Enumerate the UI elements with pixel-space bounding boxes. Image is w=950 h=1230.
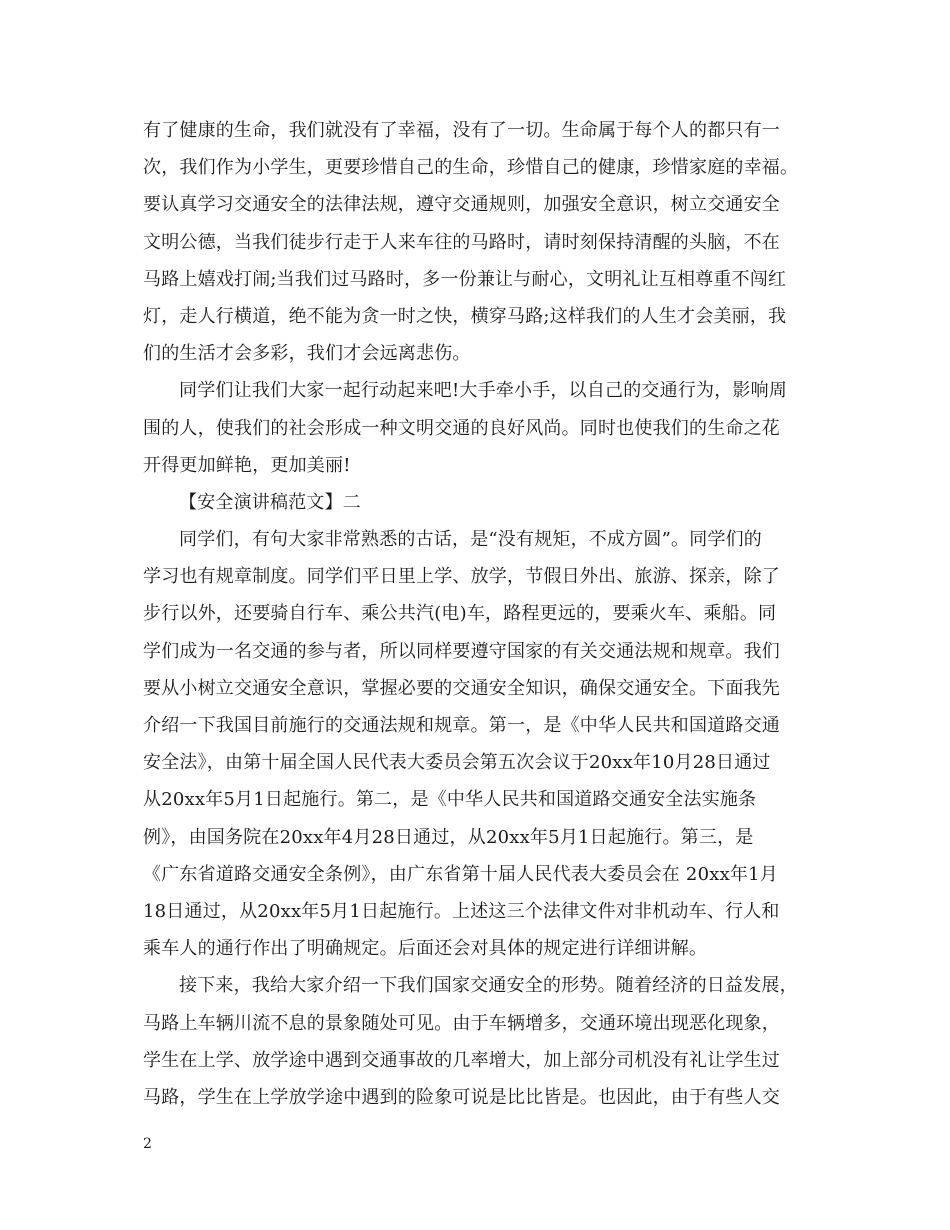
text-line: 开得更加鲜艳，更加美丽! — [143, 454, 351, 476]
page-number: 2 — [143, 1136, 152, 1152]
text-line: 要从小树立交通安全意识，掌握必要的交通安全知识，确保交通安全。下面我先 — [143, 677, 780, 699]
text-line: 18日通过，从20xx年5月1日起施行。上述这三个法律文件对非机动车、行人和 — [143, 900, 780, 922]
text-line: 乘车人的通行作出了明确规定。后面还会对具体的规定进行详细讲解。 — [143, 938, 708, 960]
text-line: 例》，由国务院在20xx年4月28日通过，从20xx年5月1日起施行。第三，是 — [143, 826, 754, 848]
text-line: 《广东省道路交通安全条例》，由广东省第十届人民代表大委员会在 20xx年1月 — [143, 863, 778, 885]
text-line: 们的生活才会多彩，我们才会远离悲伤。 — [143, 343, 471, 365]
text-line: 接下来，我给大家介绍一下我们国家交通安全的形势。随着经济的日益发展， — [179, 975, 798, 997]
text-line: 马路上车辆川流不息的景象随处可见。由于车辆增多，交通环境出现恶化现象， — [143, 1012, 780, 1034]
text-line: 学习也有规章制度。同学们平日里上学、放学，节假日外出、旅游、探亲，除了 — [143, 566, 780, 588]
text-line: 从20xx年5月1日起施行。第二，是《中华人民共和国道路交通安全法实施条 — [143, 789, 757, 811]
text-line: 次，我们作为小学生，更要珍惜自己的生命，珍惜自己的健康，珍惜家庭的幸福。 — [143, 157, 799, 179]
text-line: 同学们让我们大家一起行动起来吧!大手牵小手，以自己的交通行为，影响周 — [179, 380, 788, 402]
text-line: 介绍一下我国目前施行的交通法规和规章。第一，是《中华人民共和国道路交通 — [143, 715, 780, 736]
text-line: 【安全演讲稿范文】二 — [179, 491, 361, 513]
text-line: 要认真学习交通安全的法律法规，遵守交通规则，加强安全意识，树立交通安全 — [143, 194, 780, 216]
text-line: 安全法》，由第十届全国人民代表大委员会第五次会议于20xx年10月28日通过 — [143, 752, 771, 774]
text-line: 马路，学生在上学放学途中遇到的险象可说是比比皆是。也因此，由于有些人交 — [143, 1086, 780, 1108]
text-line: 围的人，使我们的社会形成一种文明交通的良好风尚。同时也使我们的生命之花 — [143, 417, 780, 439]
text-line: 灯，走人行横道，绝不能为贪一时之快，横穿马路;这样我们的人生才会美丽，我 — [143, 305, 787, 327]
text-line: 同学们，有句大家非常熟悉的古话，是“没有规矩，不成方圆”。同学们的 — [179, 529, 763, 551]
text-line: 步行以外，还要骑自行车、乘公共汽(电)车，路程更远的，要乘火车、乘船。同 — [143, 603, 777, 625]
text-line: 学生在上学、放学途中遇到交通事故的几率增大，加上部分司机没有礼让学生过 — [143, 1049, 780, 1071]
text-line: 学们成为一名交通的参与者，所以同样要遵守国家的有关交通法规和规章。我们 — [143, 640, 780, 662]
text-line: 文明公德，当我们徒步行走于人来车往的马路时，请时刻保持清醒的头脑，不在 — [143, 231, 780, 253]
text-line: 有了健康的生命，我们就没有了幸福，没有了一切。生命属于每个人的都只有一 — [143, 120, 780, 141]
body-text — [143, 112, 823, 1116]
text-line: 马路上嬉戏打闹;当我们过马路时，多一份兼让与耐心，文明礼让互相尊重不闯红 — [143, 268, 787, 290]
